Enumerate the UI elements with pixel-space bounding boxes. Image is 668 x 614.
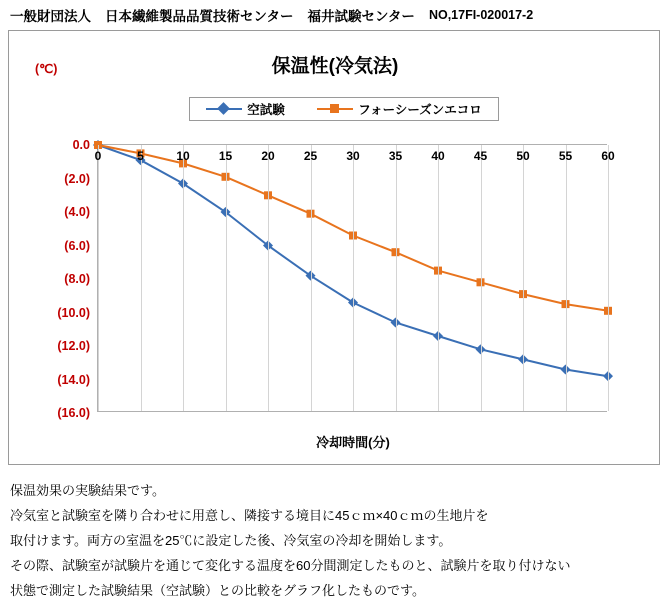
chart-legend <box>189 97 499 121</box>
y-tick-label: (2.0) <box>64 171 90 186</box>
x-tick-label: 25 <box>303 149 318 163</box>
x-tick-label: 35 <box>388 149 403 163</box>
x-tick-label: 30 <box>346 149 360 163</box>
description-line: 保温効果の実験結果です。 <box>10 483 165 498</box>
legend-label-series-1: 空試験 <box>247 103 285 117</box>
document-header <box>0 0 668 30</box>
x-tick-label: 60 <box>601 149 615 163</box>
y-tick-label: (10.0) <box>57 305 90 320</box>
x-tick-label: 45 <box>473 149 488 163</box>
y-tick-label: (14.0) <box>57 372 90 387</box>
y-tick-label: (12.0) <box>57 339 90 353</box>
grid-line <box>183 145 184 411</box>
description-line: 状態で測定した試験結果（空試験）との比較をグラフ化したものです。 <box>10 583 425 598</box>
grid-line <box>268 145 269 411</box>
legend-item-series-1 <box>206 100 285 118</box>
grid-line <box>353 145 354 411</box>
x-tick-label: 20 <box>261 149 275 163</box>
x-tick-label: 40 <box>431 149 445 163</box>
grid-line <box>608 145 609 411</box>
legend-label-series-2: フォーシーズンエコロ <box>358 103 482 117</box>
x-tick-label: 5 <box>137 149 144 163</box>
organization-type: 一般財団法人 <box>10 9 91 24</box>
y-tick-label: (6.0) <box>64 238 90 253</box>
y-axis-unit-label: (℃) <box>35 62 58 76</box>
branch-name: 福井試験センター <box>307 9 415 24</box>
description-line: 冷気室と試験室を隣り合わせに用意し、隣接する境目に45ｃｍ×40ｃｍの生地片を <box>10 508 489 523</box>
plot-area <box>57 138 615 450</box>
x-tick-label: 15 <box>218 149 233 163</box>
y-tick-label: (8.0) <box>64 272 90 286</box>
description-line: その際、試験室が試験片を通じて変化する温度を60分間測定したものと、試験片を取り付けない <box>10 558 571 573</box>
grid-line <box>481 145 482 411</box>
grid-line <box>98 145 99 411</box>
y-tick-label: (16.0) <box>57 406 90 420</box>
grid-line <box>523 145 524 411</box>
organization-name: 日本繊維製品品質技術センター <box>105 9 294 24</box>
chart-title: 保温性(冷気法) <box>271 56 399 77</box>
legend-line-icon <box>206 108 242 110</box>
grid-line <box>311 145 312 411</box>
x-tick-label: 55 <box>558 149 573 163</box>
diamond-marker-icon <box>217 102 230 115</box>
x-tick-label: 10 <box>176 149 190 163</box>
grid-line <box>141 145 142 411</box>
description-text <box>10 478 660 603</box>
y-tick-label: (4.0) <box>64 205 90 219</box>
x-axis-title: 冷却時間(分) <box>316 435 390 450</box>
x-tick-label: 0 <box>94 149 102 163</box>
legend-line-icon <box>317 108 353 110</box>
grid-line <box>438 145 439 411</box>
legend-item-series-2 <box>317 100 482 118</box>
y-tick-label: 0.0 <box>72 138 90 152</box>
grid-line <box>396 145 397 411</box>
x-tick-label: 50 <box>516 149 530 163</box>
chart-container <box>8 30 660 465</box>
grid-line <box>226 145 227 411</box>
grid-line <box>566 145 567 411</box>
description-line: 取付けます。両方の室温を25℃に設定した後、冷気室の冷却を開始します。 <box>10 533 452 548</box>
document-number: NO,17FI-020017-2 <box>428 8 534 22</box>
square-marker-icon <box>330 104 339 113</box>
